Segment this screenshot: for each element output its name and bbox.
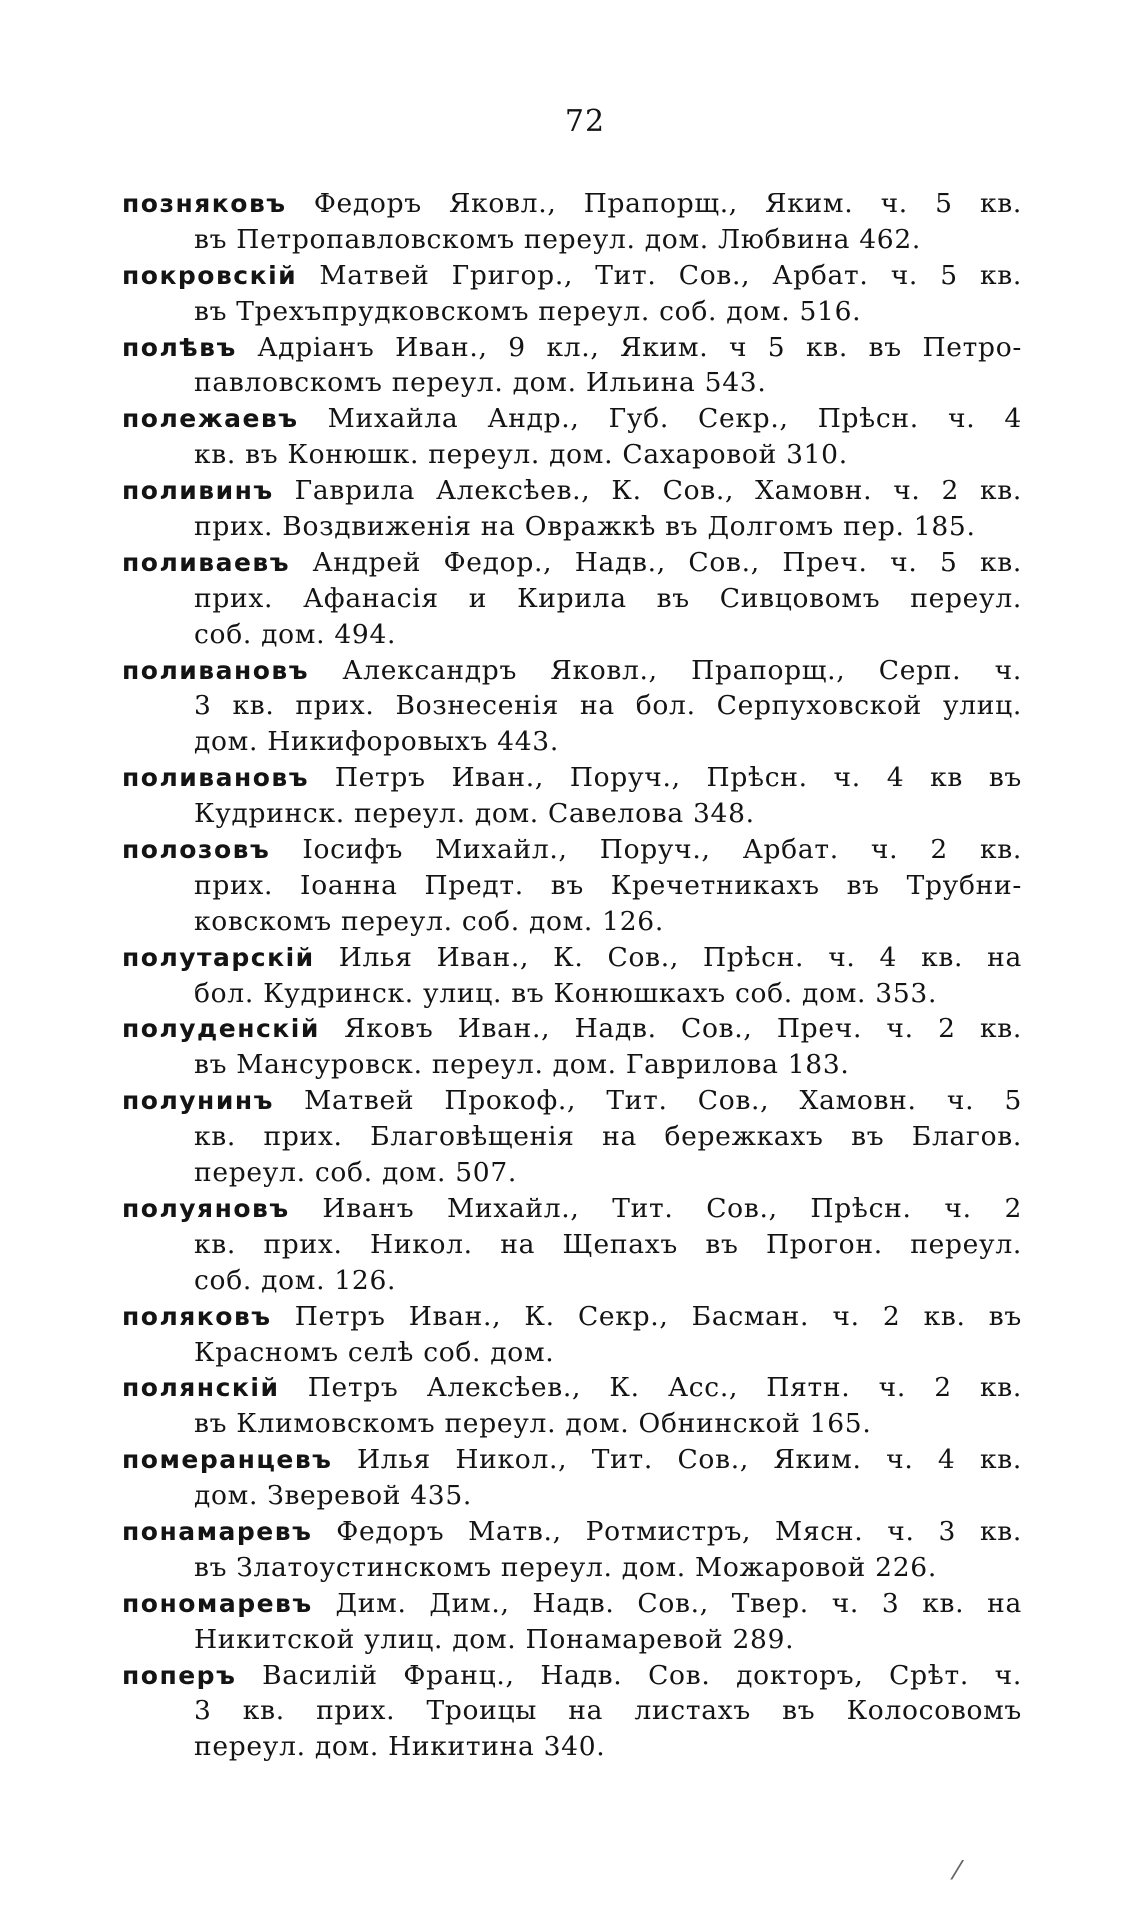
entry-continuation-line: кв. прих. Никол. на Щепахъ въ Прогон. переул. (194, 1228, 1022, 1260)
entry-continuation-line: Никитской улиц. дом. Понамаревой 289. (194, 1623, 795, 1655)
entry-continuation-line: 3 кв. прих. Троицы на листахъ въ Колосовомъ (194, 1695, 1022, 1727)
entry-first-line (122, 653, 1022, 689)
entry-surname: поливаевъ (122, 547, 291, 577)
entry-continuation-line: въ Трехъпрудковскомъ переул. соб. дом. 516. (194, 295, 862, 327)
directory-entry (122, 1191, 1022, 1299)
entry-surname: померанцевъ (122, 1445, 333, 1475)
entry-continuation-line: кв. прих. Благовѣщенія на бережкахъ въ Благов. (194, 1121, 1022, 1153)
entry-details: Дим. Дим., Надв. Сов., Твер. ч. 3 кв. на (335, 1587, 1022, 1619)
entry-continuation-line: дом. Никифоровыхъ 443. (194, 726, 559, 758)
entry-details: Александръ Яковл., Прапорщ., Серп. ч. (342, 654, 1022, 686)
directory-entry (122, 258, 1022, 330)
entry-continuation-line: 3 кв. прих. Вознесенія на бол. Серпуховской улиц. (194, 690, 1022, 722)
directory-entry (122, 1514, 1022, 1586)
directory-entry (122, 1586, 1022, 1658)
entry-first-line (122, 330, 1022, 366)
directory-entry (122, 473, 1022, 545)
directory-entry (122, 653, 1022, 761)
entry-continuation-line: въ Златоустинскомъ переул. дом. Можаровой 226. (194, 1551, 937, 1583)
entry-surname: поляковъ (122, 1301, 272, 1331)
entry-first-line (122, 1370, 1022, 1406)
entry-first-line (122, 473, 1022, 509)
entry-first-line (122, 760, 1022, 796)
entry-surname: полунинъ (122, 1086, 274, 1116)
directory-entries (122, 186, 1022, 1765)
entry-continuation-line: павловскомъ переул. дом. Ильина 543. (194, 367, 767, 399)
directory-entry (122, 940, 1022, 1012)
entry-continuation-line: соб. дом. 494. (194, 618, 397, 650)
entry-details: Яковъ Иван., Надв. Сов., Преч. ч. 2 кв. (344, 1013, 1022, 1045)
entry-first-line (122, 258, 1022, 294)
entry-details: Андрей Федор., Надв., Сов., Преч. ч. 5 кв. (312, 546, 1022, 578)
entry-first-line (122, 1658, 1022, 1694)
directory-entry (122, 1370, 1022, 1442)
entry-first-line (122, 1011, 1022, 1047)
directory-entry (122, 1442, 1022, 1514)
directory-entry (122, 760, 1022, 832)
entry-first-line (122, 1442, 1022, 1478)
entry-first-line (122, 1586, 1022, 1622)
paper-blemish: ⁄ (955, 1856, 960, 1886)
entry-details: Петръ Иван., К. Секр., Басман. ч. 2 кв. въ (294, 1300, 1022, 1332)
entry-details: Михайла Андр., Губ. Секр., Прѣсн. ч. 4 (327, 403, 1022, 435)
entry-continuation-line: переул. дом. Никитина 340. (194, 1731, 606, 1763)
directory-entry (122, 401, 1022, 473)
page-number: 72 (564, 104, 606, 139)
entry-surname: поливановъ (122, 763, 310, 793)
entry-first-line (122, 1083, 1022, 1119)
directory-entry (122, 1658, 1022, 1766)
entry-first-line (122, 401, 1022, 437)
entry-surname: понамаревъ (122, 1516, 313, 1546)
entry-details: Гаврила Алексѣев., К. Сов., Хамовн. ч. 2 кв. (294, 475, 1022, 507)
entry-details: Федоръ Яковл., Прапорщ., Яким. ч. 5 кв. (313, 188, 1022, 219)
entry-first-line (122, 940, 1022, 976)
entry-first-line (122, 832, 1022, 868)
directory-entry (122, 186, 1022, 258)
entry-details: Илья Никол., Тит. Сов., Яким. ч. 4 кв. (356, 1444, 1022, 1476)
entry-continuation-line: бол. Кудринск. улиц. въ Конюшкахъ соб. дом. 353. (194, 977, 938, 1009)
entry-continuation-line: прих. Воздвиженія на Овражкѣ въ Долгомъ пер. 185. (194, 511, 976, 543)
entry-surname: полянскій (122, 1373, 280, 1403)
entry-continuation-line: въ Мансуровск. переул. дом. Гаврилова 183. (194, 1049, 850, 1081)
entry-continuation-line: прих. Іоанна Предт. въ Кречетникахъ въ Трубни- (194, 869, 1022, 901)
directory-entry (122, 1299, 1022, 1371)
entry-continuation-line: кв. въ Конюшк. переул. дом. Сахаровой 310. (194, 439, 848, 471)
entry-surname: поливинъ (122, 476, 274, 506)
directory-entry (122, 832, 1022, 940)
entry-continuation-line: въ Климовскомъ переул. дом. Обнинской 165. (194, 1408, 872, 1440)
entry-details: Петръ Иван., Поруч., Прѣсн. ч. 4 кв въ (334, 762, 1022, 794)
directory-entry (122, 1083, 1022, 1191)
entry-surname: пономаревъ (122, 1588, 313, 1618)
entry-details: Петръ Алексѣев., К. Асс., Пятн. ч. 2 кв. (307, 1372, 1022, 1404)
entry-first-line (122, 545, 1022, 581)
directory-entry (122, 545, 1022, 653)
entry-continuation-line: прих. Афанасія и Кирила въ Сивцовомъ переул. (194, 582, 1022, 614)
entry-surname: покровскій (122, 260, 298, 290)
entry-details: Илья Иван., К. Сов., Прѣсн. ч. 4 кв. на (338, 941, 1022, 973)
entry-surname: полутарскій (122, 942, 315, 972)
entry-surname: полуденскій (122, 1014, 320, 1044)
entry-details: Федоръ Матв., Ротмистръ, Мясн. ч. 3 кв. (336, 1515, 1022, 1547)
entry-first-line (122, 1514, 1022, 1550)
entry-surname: полежаевъ (122, 404, 299, 434)
directory-entry (122, 330, 1022, 402)
entry-details: Іосифъ Михайл., Поруч., Арбат. ч. 2 кв. (302, 834, 1022, 866)
entry-surname: полѣвъ (122, 332, 237, 362)
entry-surname: позняковъ (122, 189, 287, 218)
entry-details: Матвей Прокоф., Тит. Сов., Хамовн. ч. 5 (304, 1085, 1022, 1117)
entry-continuation-line: соб. дом. 126. (194, 1264, 397, 1296)
entry-surname: полозовъ (122, 835, 271, 865)
entry-details: Матвей Григор., Тит. Сов., Арбат. ч. 5 кв. (319, 259, 1022, 291)
entry-continuation-line: переул. соб. дом. 507. (194, 1157, 517, 1189)
entry-details: Василій Франц., Надв. Сов. докторъ, Срѣт. ч. (262, 1659, 1022, 1691)
entry-first-line (122, 1191, 1022, 1227)
entry-continuation-line: Кудринск. переул. дом. Савелова 348. (194, 798, 755, 830)
entry-details: Адріанъ Иван., 9 кл., Яким. ч 5 кв. въ Петро- (257, 331, 1022, 363)
entry-continuation-line: ковскомъ переул. соб. дом. 126. (194, 905, 664, 937)
entry-first-line (122, 1299, 1022, 1335)
entry-continuation-line: Красномъ селѣ соб. дом. (194, 1336, 555, 1368)
entry-surname: поливановъ (122, 655, 310, 685)
entry-first-line (122, 186, 1022, 222)
entry-continuation-line: въ Петропавловскомъ переул. дом. Любвина 462. (194, 223, 922, 255)
entry-continuation-line: дом. Зверевой 435. (194, 1480, 473, 1512)
entry-surname: поперъ (122, 1660, 237, 1690)
entry-details: Иванъ Михайл., Тит. Сов., Прѣсн. ч. 2 (322, 1192, 1022, 1224)
entry-surname: полуяновъ (122, 1193, 290, 1223)
directory-entry (122, 1011, 1022, 1083)
